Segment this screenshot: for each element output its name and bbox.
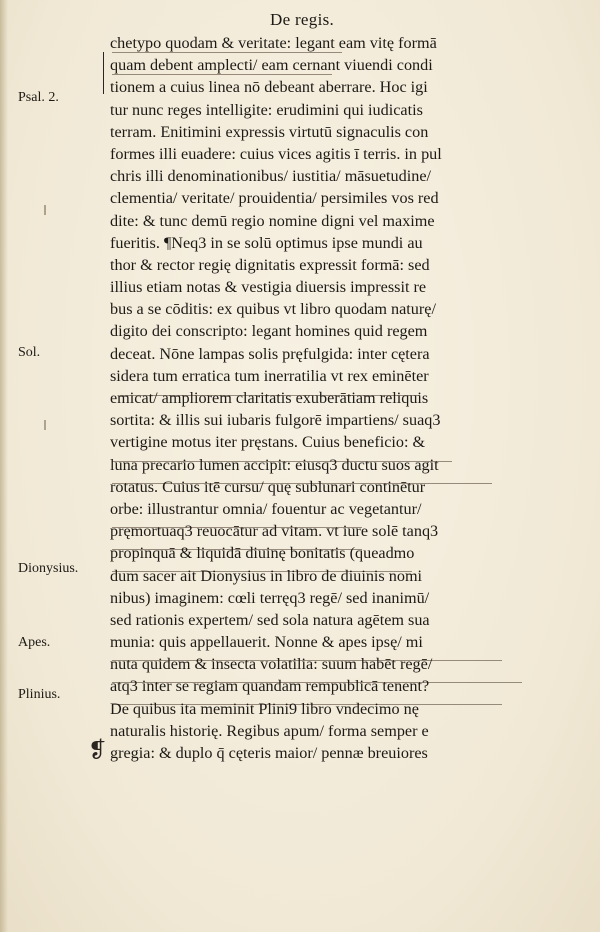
text-line: sed rationis expertem/ sed sola natura agētem sua xyxy=(110,610,430,629)
text-line: fueritis. ¶Neq3 in se solū optimus ipse mundi au xyxy=(110,233,423,252)
ink-mark xyxy=(44,420,46,430)
bracket-mark xyxy=(103,52,108,74)
text-line: formes illi euadere: cuius vices agitis ī terris. in pul xyxy=(110,144,442,163)
text-line: sidera tum erratica tum inerratilia vt rex eminēter xyxy=(110,366,429,385)
text-line: tur nunc reges intelligite: erudimini qui iudicatis xyxy=(110,100,423,119)
pilcrow-mark: ❡ xyxy=(88,737,107,762)
text-line: dum sacer ait Dionysius in libro de diuinis nomi xyxy=(110,566,423,585)
running-head: De regis. xyxy=(270,10,335,29)
text-line: sortita: & illis sui iubaris fulgorē impartiens/ suaq3 xyxy=(110,411,441,430)
text-line: chris illi denominationibus/ iustitia/ māsuetudine/ xyxy=(110,167,432,186)
text-line: rotatus. Cuius itē cursu/ quę sublunari continētur xyxy=(110,477,426,496)
margin-note-plinius: Plinius. xyxy=(18,687,61,702)
text-line: deceat. Nōne lampas solis pręfulgida: inter cętera xyxy=(110,344,430,363)
text-line: atq3 inter se regiam quandam rempublicā tenent? xyxy=(110,677,430,696)
margin-note-sol: Sol. xyxy=(18,345,41,360)
text-line: tionem a cuius linea nō debeant aberrare. Hoc igi xyxy=(110,78,428,97)
text-line: gregia: & duplo q̄ cęteris maior/ pennæ breuiores xyxy=(110,744,428,762)
text-line: clementia/ veritate/ prouidentia/ persimiles vos red xyxy=(110,189,439,208)
text-line: emicat/ ampliorem claritatis exuberātiam reliquis xyxy=(110,389,429,407)
margin-note-apes: Apes. xyxy=(18,635,51,650)
text-line: quam debent amplecti/ eam cernant viuendi condi xyxy=(110,56,433,75)
text-line: dite: & tunc demū regio nomine digni vel maxime xyxy=(110,211,435,230)
bracket-mark xyxy=(103,74,108,94)
text-line: propinquā & liquidā diuinę bonitatis (queadmo xyxy=(110,544,415,563)
margin-note-psal: Psal. 2. xyxy=(18,90,59,105)
text-line: pręmortuaq3 reuocātur ad vitam. vt iure solē tanq3 xyxy=(110,522,439,541)
page-gutter-shadow xyxy=(0,0,8,932)
text-line: vertigine motus iter pręstans. Cuius beneficio: & xyxy=(110,433,426,452)
text-line: bus a se cōditis: ex quibus vt libro quodam naturę/ xyxy=(110,300,436,319)
ink-mark xyxy=(44,205,46,215)
text-line: naturalis historię. Regibus apum/ forma semper e xyxy=(110,721,429,740)
text-line: illius etiam notas & vestigia diuersis impressit re xyxy=(110,278,427,297)
text-line: terram. Enitimini expressis virtutū signaculis con xyxy=(110,122,429,141)
margin-note-dionysius: Dionysius. xyxy=(18,561,79,576)
text-line: nibus) imaginem: cœli terręq3 regē/ sed inanimū/ xyxy=(110,588,430,607)
text-line: luna precario lumen accipit: eiusq3 ductu suos agit xyxy=(110,455,439,474)
text-line: nuta quidem & insecta volatilia: suum habēt regē/ xyxy=(110,655,433,674)
body-text xyxy=(110,32,550,764)
text-line: chetypo quodam & veritate: legant eam vitę formā xyxy=(110,34,437,52)
text-line: thor & rector regię dignitatis expressit formā: sed xyxy=(110,255,430,274)
text-line: De quibus ita meminit Plini9 libro vndecimo nę xyxy=(110,699,419,718)
text-line: digito dei conscripto: legant homines quid regem xyxy=(110,322,428,341)
text-line: orbe: illustrantur omnia/ fouentur ac vegetantur/ xyxy=(110,499,422,518)
text-line: munia: quis appellauerit. Nonne & apes ipsę/ mi xyxy=(110,633,423,652)
